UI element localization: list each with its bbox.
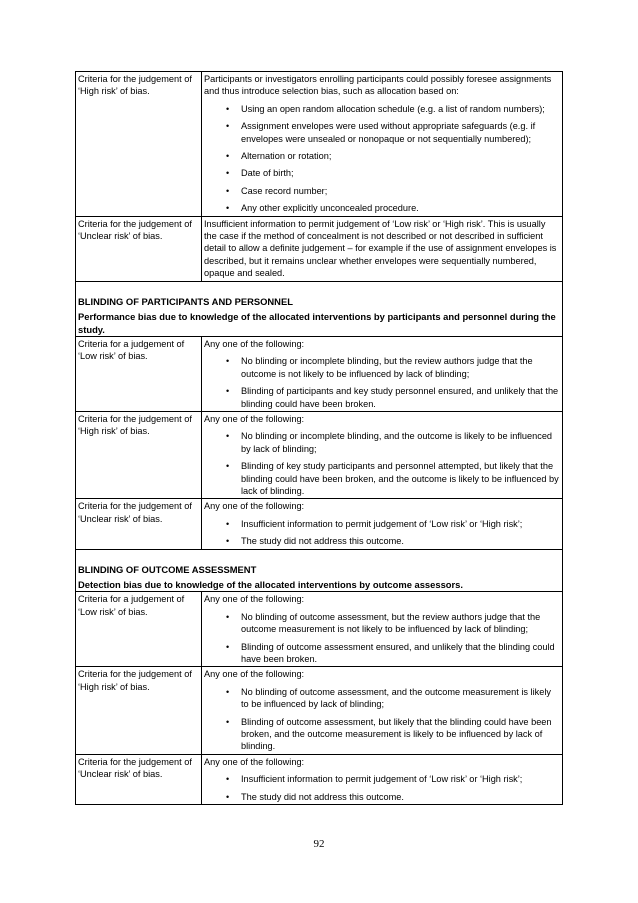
bullet-list [204,611,560,666]
description-intro: Any one of the following: [204,501,305,512]
bullet-list [204,686,560,753]
section-title: BLINDING OF PARTICIPANTS AND PERSONNEL [78,295,293,307]
bullet-list [204,103,560,215]
list-item: • Assignment envelopes were used without appropriate safeguards (e.g. if envelopes were unsealed or nonopaque or not sequentially numbered); [204,120,560,145]
section-header [76,281,563,336]
list-item: • Blinding of participants and key study personnel ensured, and unlikely that the blinding could have been broken. [204,385,560,410]
description-intro: Any one of the following: [204,756,305,767]
page-number: 92 [313,838,325,850]
criteria-cell: Criteria for a judgement of ‘Low risk’ of bias. [76,592,202,667]
bullet-list [204,430,560,497]
table-row [76,72,563,217]
list-item: • Insufficient information to permit judgement of ‘Low risk’ or ‘High risk’; [204,518,560,530]
table-row [76,216,563,281]
description-intro: Any one of the following: [204,338,305,349]
table-row [76,411,563,498]
description-intro: Any one of the following: [204,669,305,680]
list-item: • Case record number; [204,185,560,197]
table-row [76,667,563,754]
list-item: • Blinding of key study participants and personnel attempted, but likely that the blinding could have been broken, and the outcome is likely to be influenced by lack of blinding. [204,460,560,497]
criteria-cell: Criteria for the judgement of ‘Unclear risk’ of bias. [76,499,202,549]
list-item: • Date of birth; [204,167,560,179]
description-intro: Any one of the following: [204,413,305,424]
list-item: • The study did not address this outcome. [204,791,560,803]
criteria-cell: Criteria for the judgement of ‘Unclear risk’ of bias. [76,216,202,281]
list-item: • Blinding of outcome assessment, but likely that the blinding could have been broken, and the outcome measurement is likely to be influenced by lack of blinding. [204,716,560,753]
list-item: • Insufficient information to permit judgement of ‘Low risk’ or ‘High risk’; [204,773,560,785]
table-row [76,754,563,804]
section-subtitle: Performance bias due to knowledge of the allocated interventions by participants and personnel during the study. [78,311,556,335]
list-item: • No blinding of outcome assessment, but the review authors judge that the outcome measurement is not likely to be influenced by lack of blinding; [204,611,560,636]
section-header [76,549,563,592]
criteria-cell: Criteria for a judgement of ‘Low risk’ of bias. [76,336,202,411]
risk-of-bias-table [75,71,563,805]
description-cell [202,499,563,549]
criteria-cell: Criteria for the judgement of ‘High risk’ of bias. [76,667,202,754]
description-cell [202,754,563,804]
list-item: • No blinding of outcome assessment, and the outcome measurement is likely to be influenced by lack of blinding; [204,686,560,711]
criteria-cell: Criteria for the judgement of ‘High risk’ of bias. [76,411,202,498]
description-cell [202,411,563,498]
list-item: • Alternation or rotation; [204,150,560,162]
criteria-cell: Criteria for the judgement of ‘High risk’ of bias. [76,72,202,217]
description-cell: Insufficient information to permit judgement of ‘Low risk’ or ‘High risk’. This is usually the case if the method of concealment is not described or not described in sufficient detail to allow a definite judgement – for example if the use of assignment envelopes is described, but it remains unclear whether envelopes were sequentially numbered, opaque and sealed. [202,216,563,281]
list-item: • Any other explicitly unconcealed procedure. [204,202,560,214]
table-row [76,499,563,549]
section-subtitle: Detection bias due to knowledge of the allocated interventions by outcome assessors. [78,579,463,590]
list-item: • Blinding of outcome assessment ensured, and unlikely that the blinding could have been broken. [204,641,560,666]
criteria-cell: Criteria for the judgement of ‘Unclear risk’ of bias. [76,754,202,804]
section-header-row [76,281,563,336]
bullet-list [204,773,560,803]
table-row [76,336,563,411]
table-row [76,592,563,667]
section-title: BLINDING OF OUTCOME ASSESSMENT [78,563,257,575]
bullet-list [204,355,560,410]
description-intro: Participants or investigators enrolling participants could possibly foresee assignments and thus introduce selection bias, such as allocation based on: [204,74,552,97]
list-item: • No blinding or incomplete blinding, and the outcome is likely to be influenced by lack of blinding; [204,430,560,455]
description-cell [202,592,563,667]
bullet-list [204,518,560,548]
list-item: • The study did not address this outcome. [204,535,560,547]
description-cell [202,667,563,754]
list-item: • No blinding or incomplete blinding, but the review authors judge that the outcome is not likely to be influenced by lack of blinding; [204,355,560,380]
description-intro: Any one of the following: [204,594,305,605]
description-cell [202,336,563,411]
description-cell [202,72,563,217]
section-header-row [76,549,563,592]
list-item: • Using an open random allocation schedule (e.g. a list of random numbers); [204,103,560,115]
